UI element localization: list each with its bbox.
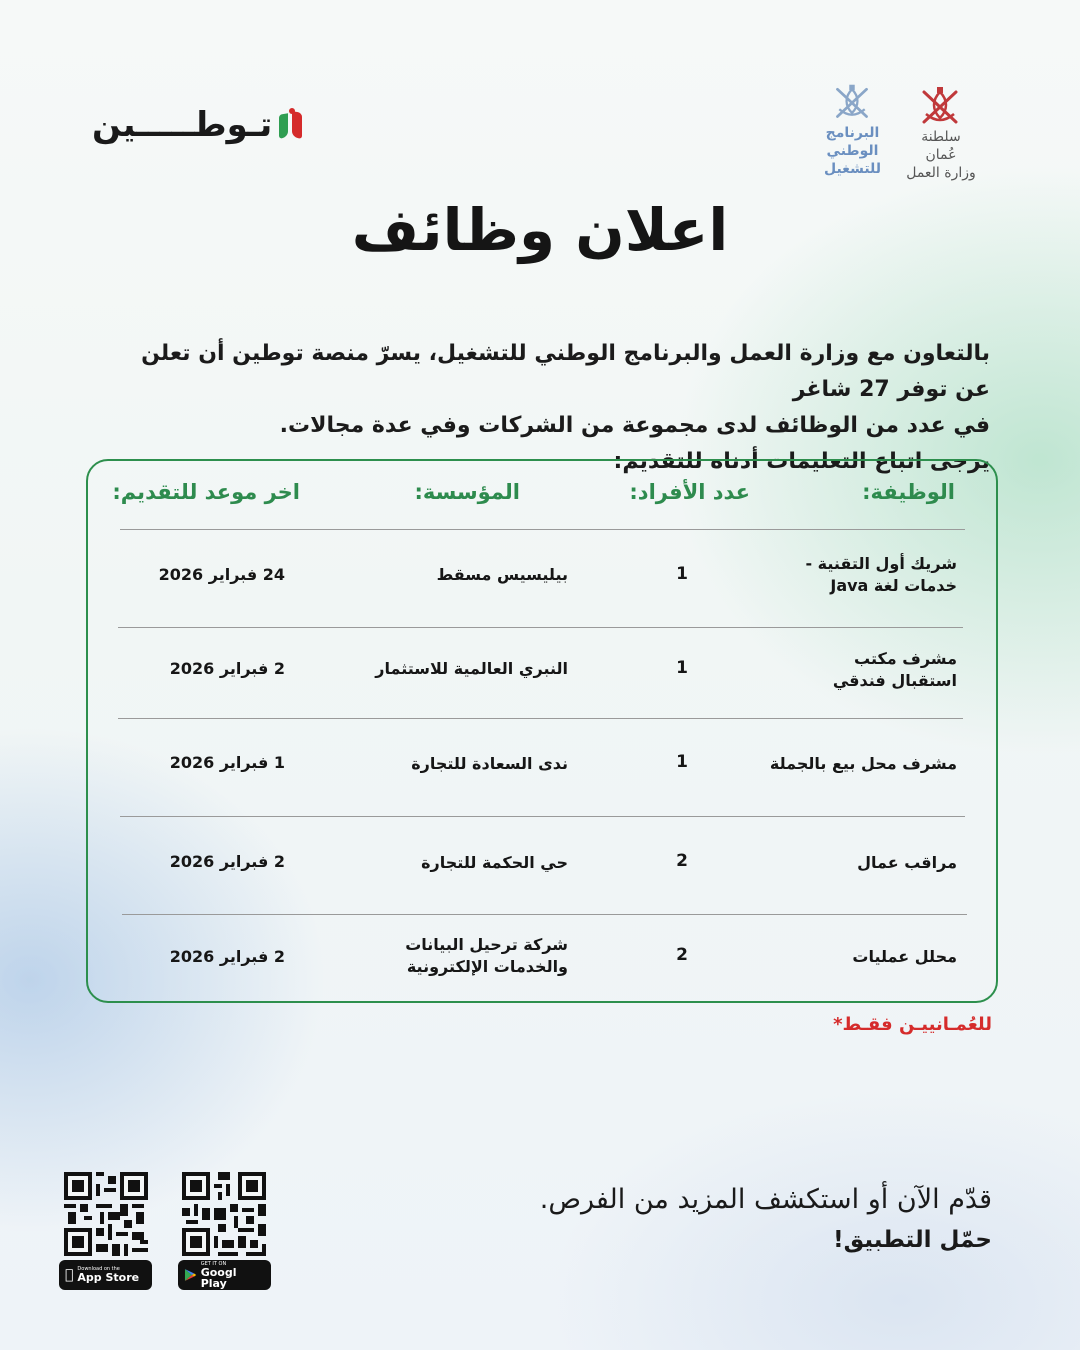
google-play-big-text: Googl Play (200, 1265, 237, 1290)
table-row-2-job (833, 648, 957, 692)
job-line: مشرف محل بيع بالجملة (769, 754, 957, 773)
table-row-2-count: 1 (676, 658, 688, 678)
table-row-4-job (857, 852, 957, 874)
app-store-badge[interactable] (59, 1260, 152, 1290)
job-line: استقبال فندقي (832, 671, 957, 690)
company-line: والخدمات الإلكترونية (406, 957, 568, 976)
table-row-4-deadline: 2 فبراير 2026 (169, 852, 285, 871)
table-divider (118, 718, 963, 719)
table-row-1-company (437, 564, 568, 586)
table-divider (120, 816, 965, 817)
table-row-5-count: 2 (676, 945, 688, 965)
ministry-logo-text (905, 128, 977, 182)
table-row-5-job (852, 946, 957, 968)
intro-line-2: في عدد من الوظائف لدى مجموعة من الشركات وفي عدة مجالات. (279, 413, 990, 438)
app-store-small-text: Download on the (69, 1266, 112, 1272)
google-play-qr-icon[interactable] (182, 1172, 266, 1256)
company-line: ندى السعادة للتجارة (411, 754, 568, 773)
ministry-line1: سلطنة عُمان (921, 129, 961, 163)
header-company: المؤسسة: (414, 480, 520, 504)
table-row-4-company (421, 852, 568, 874)
page-title: اعلان وظائف (351, 196, 729, 264)
table-row-3-count: 1 (676, 752, 688, 772)
cta-line-2: حمّل التطبيق! (833, 1227, 992, 1253)
header-deadline: اخر موعد للتقديم: (112, 480, 300, 504)
company-line: النبري العالمية للاستثمار (375, 659, 568, 678)
ministry-emblem-icon (918, 84, 962, 128)
table-row-5-deadline: 2 فبراير 2026 (169, 947, 285, 966)
header-job: الوظيفة: (862, 480, 955, 504)
job-line: مراقب عمال (857, 853, 957, 872)
ministry-line2: وزارة العمل (906, 165, 976, 181)
table-divider (122, 914, 967, 915)
google-play-badge[interactable] (178, 1260, 271, 1290)
header-count: عدد الأفراد: (629, 480, 750, 504)
table-divider (118, 627, 963, 628)
table-row-3-company (411, 753, 568, 775)
company-line: شركة ترحيل البيانات (405, 935, 568, 954)
intro-line-1: بالتعاون مع وزارة العمل والبرنامج الوطني للتشغيل، يسرّ منصة توطين أن تعلن عن توفر 27 شاغر (141, 341, 990, 402)
program-emblem-icon (832, 82, 872, 122)
table-row-3-job (770, 753, 957, 775)
tawteen-wordmark: تـوطـــــين (92, 105, 273, 145)
table-row-2-company (375, 658, 568, 680)
tawteen-mark-icon (278, 108, 308, 142)
app-store-big-text: App Store (69, 1271, 131, 1284)
company-line: بيليسيس مسقط (436, 565, 568, 584)
omanis-only-note: للعُمـانييـن فقـط* (833, 1014, 992, 1035)
job-line: محلل عمليات (852, 947, 957, 966)
jobs-table (86, 459, 998, 1003)
app-store-qr-icon[interactable] (64, 1172, 148, 1256)
google-play-icon (184, 1268, 197, 1282)
apple-icon (65, 1268, 73, 1282)
app-store-badge-text (69, 1266, 139, 1284)
job-line: شريك أول التقنية - (805, 554, 957, 573)
table-row-4-count: 2 (676, 851, 688, 871)
tawteen-logo (92, 100, 308, 150)
table-row-1-count: 1 (676, 564, 688, 584)
intro-line-3: يرجى اتباع التعليمات أدناه للتقديم: (613, 449, 990, 474)
company-line: حي الحكمة للتجارة (421, 853, 568, 872)
cta-line-1: قدّم الآن أو استكشف المزيد من الفرص. (539, 1184, 992, 1215)
table-row-1-job (805, 553, 957, 597)
table-row-3-deadline: 1 فبراير 2026 (169, 753, 285, 772)
program-line1: البرنامج الوطني (825, 125, 880, 159)
google-play-small-text: GET IT ON (200, 1260, 227, 1267)
table-row-1-deadline: 24 فبراير 2026 (158, 565, 285, 584)
table-divider (120, 529, 965, 530)
job-line: خدمات لغة Java (830, 576, 957, 595)
program-logo-text (800, 124, 905, 178)
table-row-2-deadline: 2 فبراير 2026 (169, 659, 285, 678)
download-cta (500, 1180, 992, 1260)
table-row-5-company (405, 934, 568, 978)
google-play-badge-text (201, 1262, 265, 1289)
job-line: مشرف مكتب (854, 649, 957, 668)
program-line2: للتشغيل (823, 161, 882, 177)
